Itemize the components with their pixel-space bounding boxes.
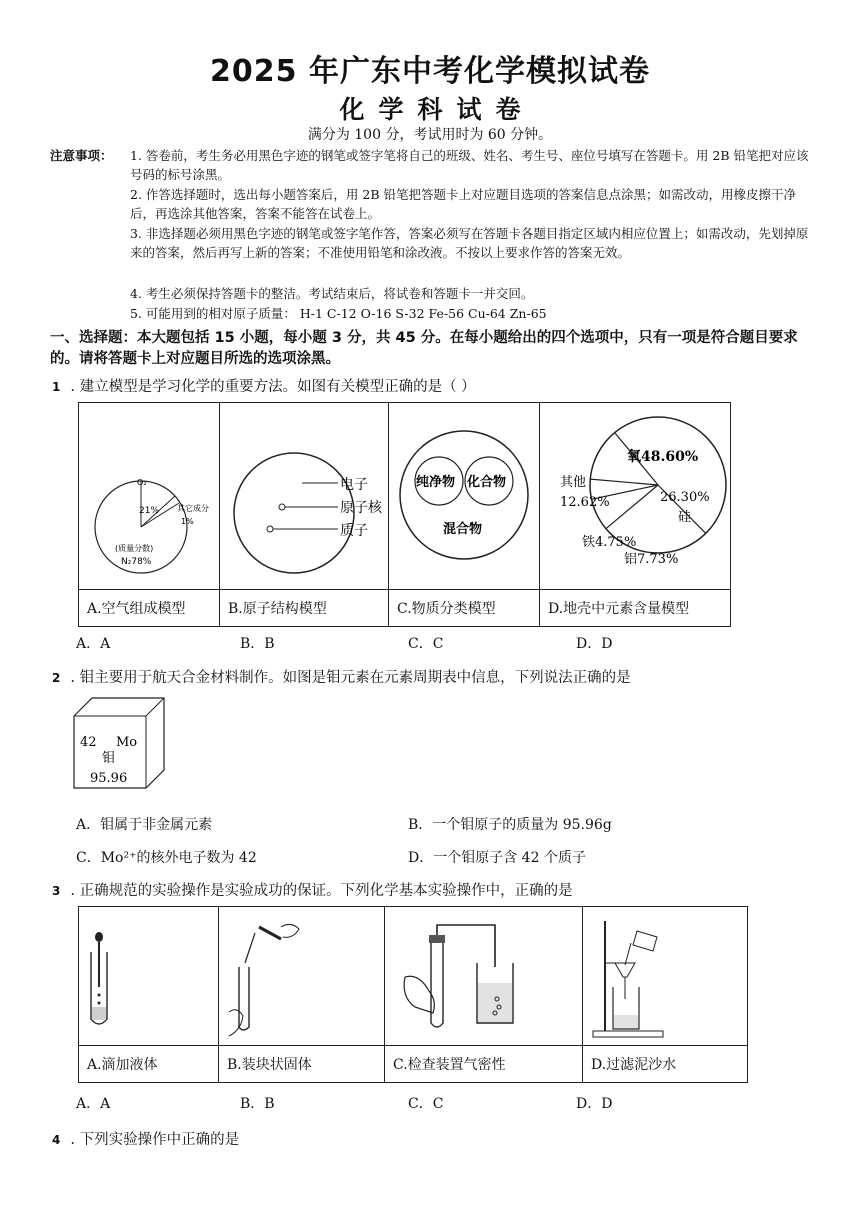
page-subtitle: 化学科试卷	[339, 95, 535, 124]
cls-label-c: 混合物	[443, 522, 483, 537]
q1-option-d[interactable]: D．D	[576, 636, 613, 652]
atom-label-3: 质子	[340, 523, 368, 539]
element-mass: 95.96	[90, 771, 128, 786]
question-2: 2 . 钼主要用于航天合金材料制作。如图是钼元素在元素周期表中信息，下列说法正确的是	[52, 670, 631, 686]
crust-label-al: 铝7.73%	[624, 552, 679, 567]
q1-caption-d: D.地壳中元素含量模型	[540, 590, 731, 627]
q2-option-a[interactable]: A．钼属于非金属元素	[76, 817, 213, 833]
crust-label-si: 硅	[678, 510, 692, 525]
q3-figure-table	[78, 906, 748, 1083]
q3-option-a[interactable]: A．A	[76, 1096, 111, 1112]
note-item-5: 5. 可能用到的相对原子质量： H-1 C-12 O-16 S-32 Fe-56 Cu-64 Zn-65	[130, 306, 547, 321]
q1-caption-b: B.原子结构模型	[220, 590, 389, 627]
q1-option-b[interactable]: B．B	[240, 636, 275, 652]
q1-option-c[interactable]: C．C	[408, 636, 444, 652]
q1-figure-table	[78, 402, 731, 627]
page-title: 2025 年广东中考化学模拟试卷	[210, 54, 650, 89]
question-number: 3	[52, 884, 61, 898]
q3-option-c[interactable]: C．C	[408, 1096, 444, 1112]
solid-tube-figure	[219, 907, 385, 1046]
note-item-2: 2. 作答选择题时，选出每小题答案后，用 2B 铅笔把答题卡上对应题目选项的答案信息点涂黑；如需改动，用橡皮擦干净后，再选涂其他答案，答案不能答在试卷上。	[130, 187, 796, 221]
air-n2-label: N₂78%	[121, 557, 152, 567]
q3-option-b[interactable]: B．B	[240, 1096, 275, 1112]
air-other-pct: 1%	[181, 517, 194, 526]
q2-option-b[interactable]: B．一个钼原子的质量为 95.96g	[408, 817, 612, 833]
crust-label-fe: 铁4.75%	[582, 535, 637, 550]
q3-caption-a: A.滴加液体	[79, 1046, 219, 1083]
question-stem: 建立模型是学习化学的重要方法。如图有关模型正确的是（ ）	[79, 379, 476, 395]
crust-label-other-pct: 12.62%	[560, 495, 610, 510]
atom-structure-figure	[220, 403, 389, 590]
crust-label-o: 氧48.60%	[627, 449, 699, 465]
air-composition-figure	[79, 403, 220, 590]
crust-label-si-pct: 26.30%	[660, 490, 710, 505]
q2-option-c[interactable]: C．Mo²⁺的核外电子数为 42	[76, 850, 257, 866]
q3-caption-c: C.检查装置气密性	[385, 1046, 583, 1083]
question-stem: 钼主要用于航天合金材料制作。如图是钼元素在元素周期表中信息，下列说法正确的是	[79, 670, 631, 686]
question-number: 2	[52, 671, 61, 685]
air-other-label: 其它成分	[177, 504, 209, 513]
note-item-1: 1. 答卷前，考生务必用黑色字迹的钢笔或签字笔将自己的班级、姓名、考生号、座位号填写在答题卡。用 2B 铅笔把对应该号码的标号涂黑。	[130, 148, 809, 182]
question-number: 4	[52, 1133, 61, 1147]
classification-figure	[389, 403, 540, 590]
exam-info: 满分为 100 分，考试用时为 60 分钟。	[307, 127, 553, 143]
filtration-figure	[583, 907, 748, 1046]
cls-label-a: 纯净物	[416, 475, 456, 490]
crust-pie-figure	[540, 403, 731, 590]
q3-option-d[interactable]: D．D	[576, 1096, 613, 1112]
question-number: 1	[52, 380, 61, 394]
atom-label-1: 电子	[340, 477, 368, 493]
notes-label: 注意事项：	[50, 148, 113, 163]
q1-caption-c: C.物质分类模型	[389, 590, 540, 627]
q3-caption-b: B.装块状固体	[219, 1046, 385, 1083]
question-stem: 正确规范的实验操作是实验成功的保证。下列化学基本实验操作中，正确的是	[79, 883, 573, 899]
question-1: 1 . 建立模型是学习化学的重要方法。如图有关模型正确的是（ ）	[52, 379, 476, 395]
section-heading: 一、选择题：本大题包括 15 小题，每小题 3 分，共 45 分。在每小题给出的四个选项中，只有一项是符合题目要求的。请将答题卡上对应题目所选的选项涂黑。	[50, 330, 798, 367]
q1-caption-a: A.空气组成模型	[79, 590, 220, 627]
cls-label-b: 化合物	[467, 475, 507, 490]
element-cell-figure	[72, 696, 172, 796]
question-stem: 下列实验操作中正确的是	[79, 1132, 240, 1148]
pie-slice-boundary-铝	[606, 485, 658, 529]
airtight-check-figure	[385, 907, 583, 1046]
q3-caption-d: D.过滤泥沙水	[583, 1046, 748, 1083]
air-mass-label: (质量分数)	[115, 544, 154, 553]
element-number: 42	[80, 735, 97, 750]
q1-option-a[interactable]: A．A	[76, 636, 111, 652]
pie-slice-boundary-其他	[590, 479, 658, 485]
question-3: 3 . 正确规范的实验操作是实验成功的保证。下列化学基本实验操作中，正确的是	[52, 883, 573, 899]
dropper-figure	[79, 907, 219, 1046]
element-symbol: Mo	[116, 735, 138, 750]
note-item-4: 4. 考生必须保持答题卡的整洁。考试结束后，将试卷和答题卡一并交回。	[130, 286, 534, 301]
crust-label-other: 其他	[560, 475, 587, 490]
air-o2-label: O₂	[137, 478, 147, 487]
air-o2-pct: 21%	[139, 506, 160, 516]
question-4: 4 . 下列实验操作中正确的是	[52, 1132, 240, 1148]
element-name: 钼	[102, 751, 116, 766]
q2-option-d[interactable]: D．一个钼原子含 42 个质子	[408, 850, 586, 866]
note-item-3: 3. 非选择题必须用黑色字迹的钢笔或签字笔作答，答案必须写在答题卡各题目指定区域内相应位置上；如需改动，先划掉原来的答案，然后再写上新的答案；不准使用铅笔和涂改液。不按以上要求作答的答案无效。	[130, 226, 809, 260]
atom-label-2: 原子核	[340, 500, 382, 516]
